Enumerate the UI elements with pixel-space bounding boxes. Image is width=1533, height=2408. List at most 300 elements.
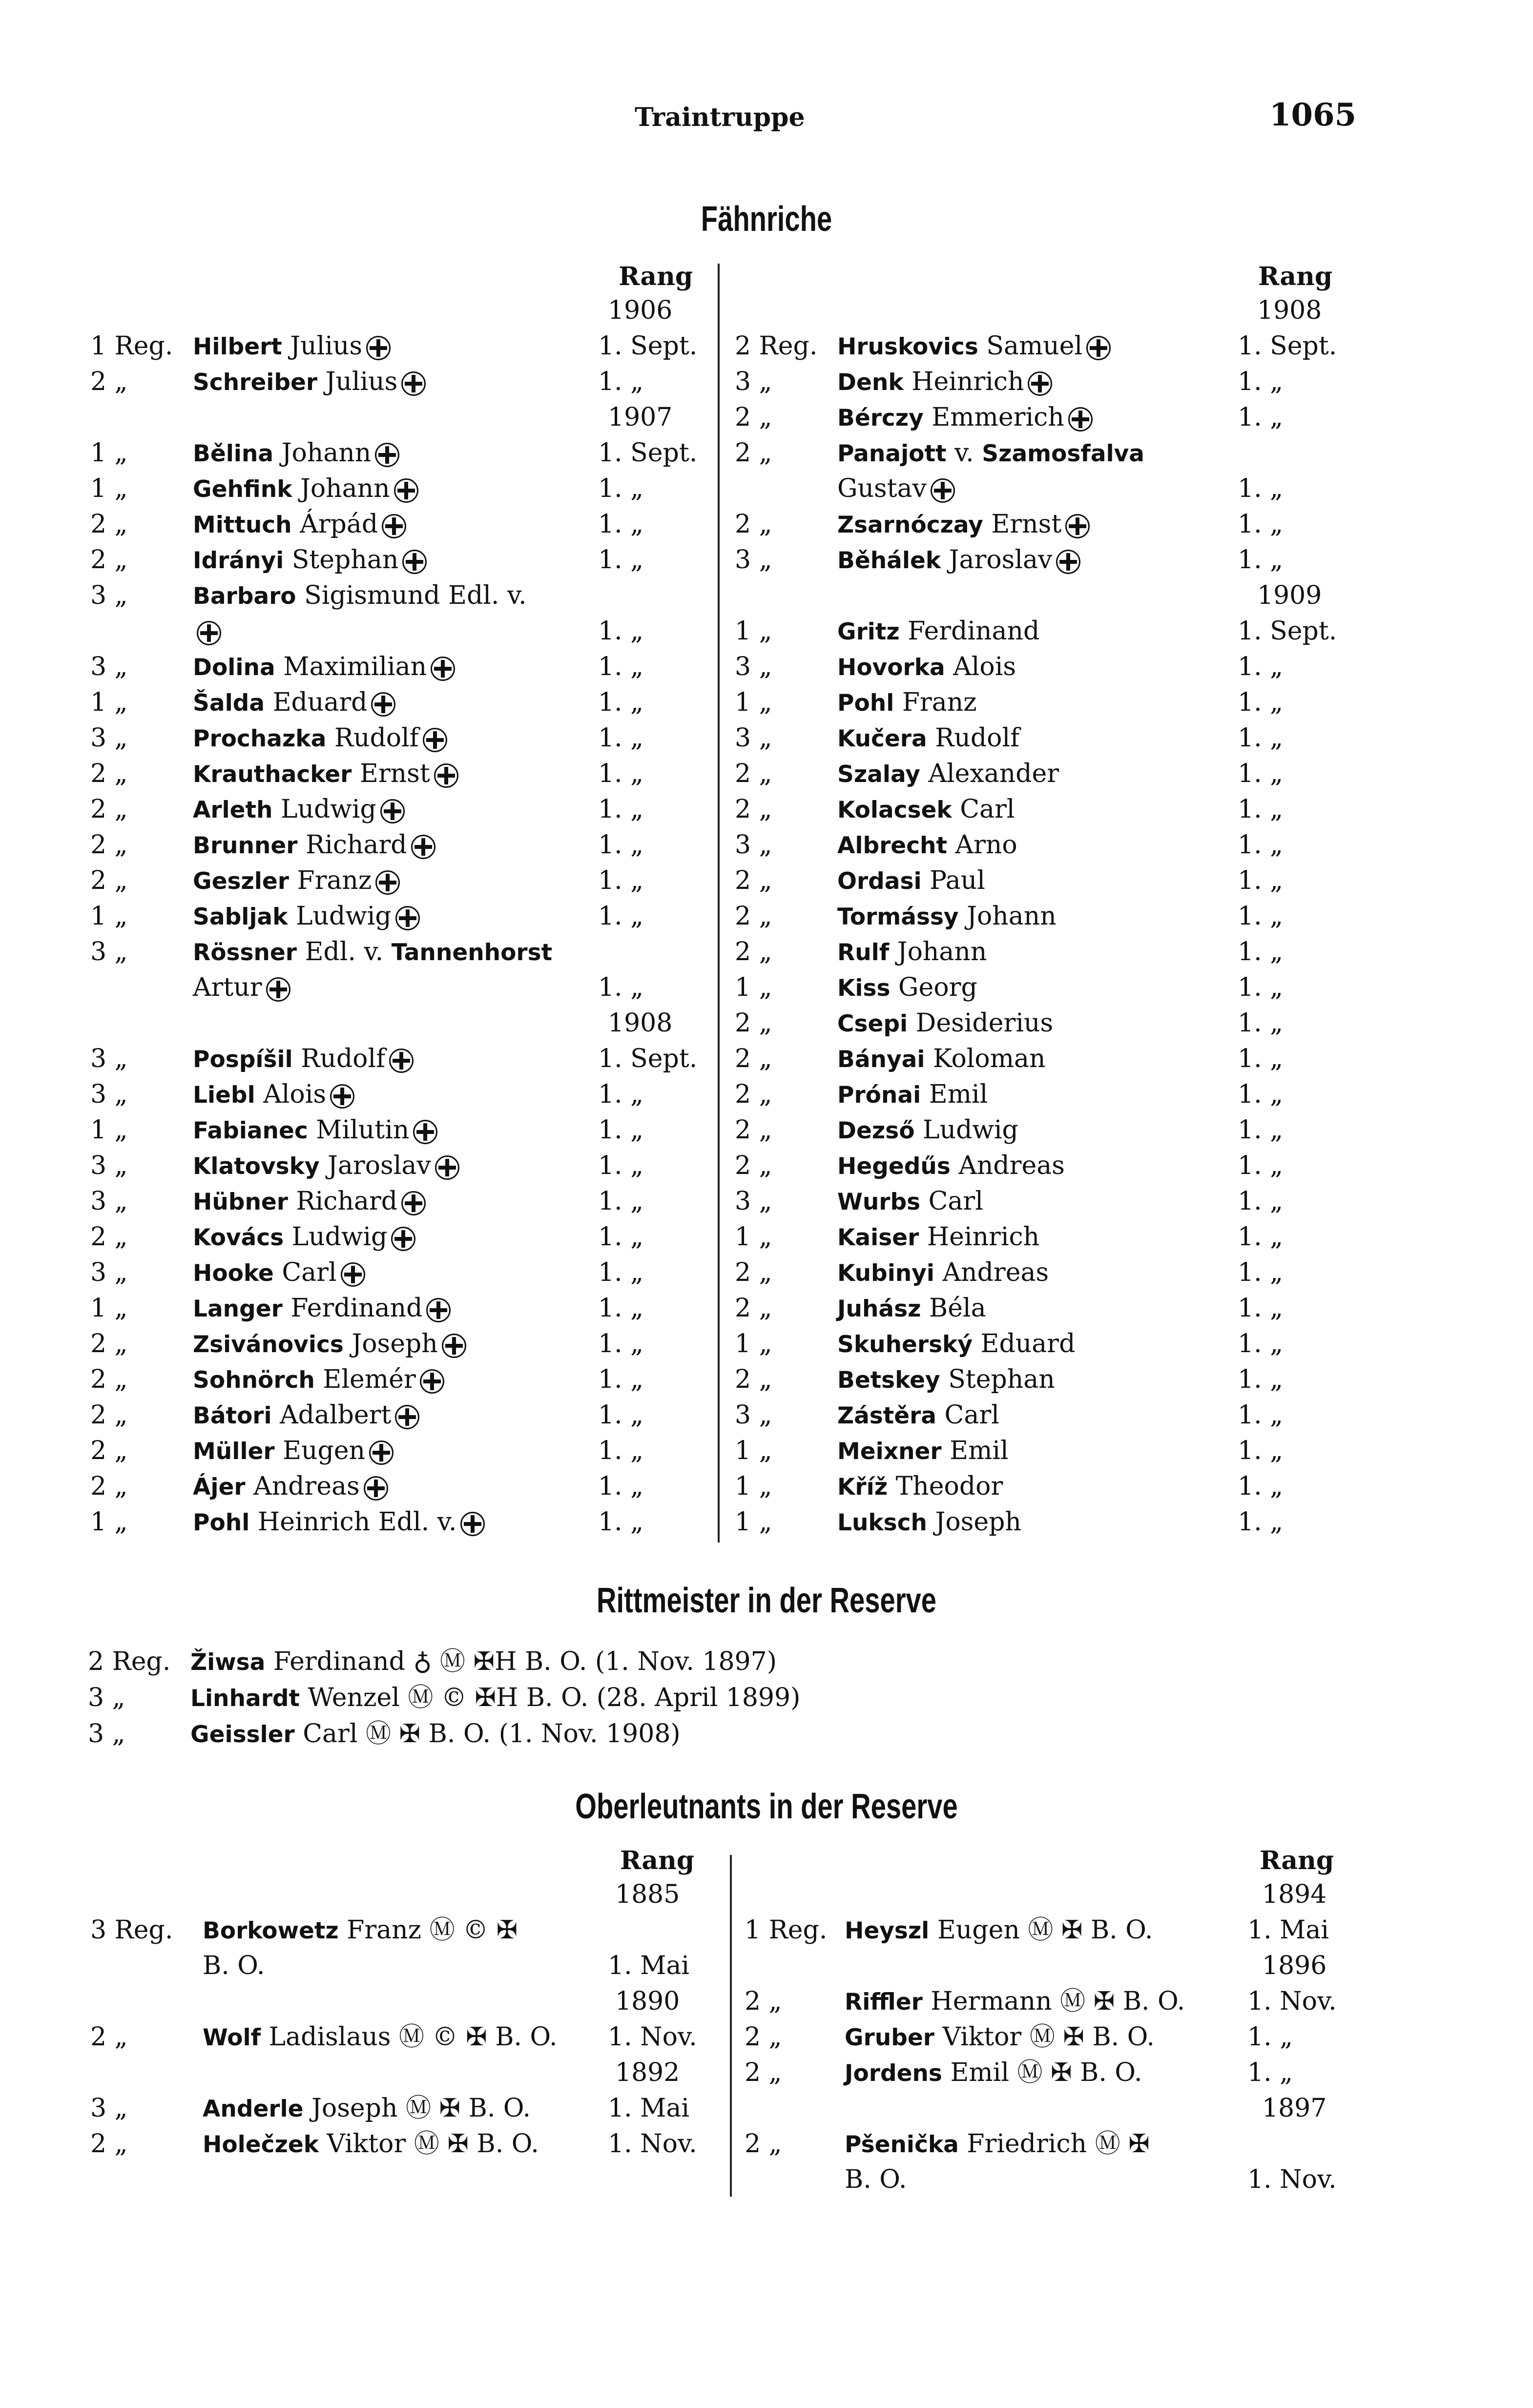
entry-row (735, 1112, 1350, 1148)
entry-row (735, 827, 1350, 863)
entry-row (735, 1255, 1350, 1291)
entry-row (90, 1255, 705, 1291)
cross-icon (1068, 407, 1093, 432)
given-name: Emil (950, 1436, 1009, 1465)
regiment-number: 1 „ (90, 902, 128, 931)
rank-date: 1. „ (598, 902, 644, 931)
rank-date: 1. Mai (1247, 1915, 1329, 1945)
surname: Wurbs (837, 1189, 921, 1215)
regiment-number: 1 „ (90, 1294, 128, 1323)
regiment-number: 3 „ (735, 545, 772, 575)
surname: Denk (837, 369, 904, 396)
person-name (845, 2126, 1150, 2162)
person-name (193, 578, 527, 614)
entry-row (90, 364, 705, 400)
rank-date: 1. „ (1238, 1008, 1284, 1038)
entry-row (90, 685, 705, 720)
entry-row (745, 1984, 1379, 2019)
surname: Pohl (193, 1509, 250, 1536)
given-name: Ernst (991, 510, 1062, 539)
surname: Hilbert (193, 333, 282, 360)
cross-icon (431, 657, 455, 681)
entry-row (735, 1184, 1350, 1219)
given-name: Eduard (980, 1329, 1076, 1358)
cross-icon (395, 1405, 419, 1429)
entry-row (90, 1326, 705, 1362)
rank-date: 1. „ (1238, 1507, 1284, 1537)
decoration-marks: Ⓜ ✠ (1028, 1915, 1083, 1945)
surname: Ájer (193, 1474, 246, 1501)
given-name: Ferdinand (290, 1294, 423, 1323)
decoration-marks: Ⓜ ✠ (366, 1719, 421, 1749)
regiment-number: 2 „ (735, 1080, 772, 1109)
cross-icon (1065, 514, 1090, 538)
entry-row (90, 2091, 725, 2126)
person-name (193, 1184, 430, 1220)
person-name (193, 756, 462, 792)
faehnriche-right-column (735, 259, 1350, 1540)
entry-row (745, 2019, 1379, 2055)
cross-icon (420, 1369, 444, 1394)
regiment-number: 3 „ (90, 1080, 128, 1109)
regiment-number: 3 „ (90, 652, 128, 681)
person-name (193, 827, 439, 864)
regiment-number: 2 „ (735, 1365, 772, 1394)
person-name (845, 2019, 1155, 2056)
regiment-number: 2 „ (90, 759, 128, 788)
entry-row (90, 435, 705, 471)
given-name: B. O. (845, 2165, 907, 2194)
surname: Pohl (837, 690, 894, 717)
regiment-number: 3 „ (90, 2094, 128, 2123)
person-name (837, 1433, 1009, 1469)
surname: Krauthacker (193, 761, 352, 788)
order-abbrev: B. O. (476, 2129, 539, 2159)
surname: Idrányi (193, 547, 284, 574)
person-name (837, 364, 1056, 400)
regiment-number: 3 Reg. (90, 1915, 173, 1945)
given-name: Johann (967, 902, 1057, 931)
person-name (193, 435, 403, 472)
regiment-number: 2 „ (90, 510, 128, 539)
regiment-number: 1 „ (735, 1436, 772, 1465)
year-row (90, 400, 705, 435)
given-name: Andreas (958, 1151, 1065, 1180)
surname: Kovács (193, 1224, 284, 1251)
person-name (837, 1362, 1055, 1398)
regiment-number: 3 „ (735, 652, 772, 681)
given-name: Richard (296, 1187, 398, 1216)
person-name (837, 685, 977, 721)
rank-date: 1. „ (1247, 2058, 1293, 2087)
rank-date: 1. „ (1238, 1115, 1284, 1145)
regiment-number: 3 „ (90, 1258, 128, 1287)
entry-row (735, 329, 1350, 364)
rank-date: 1. „ (1238, 1044, 1284, 1073)
surname: Rulf (837, 939, 890, 966)
oberleutnants-left-column (90, 1843, 725, 2162)
surname: Žiwsa (190, 1649, 266, 1676)
regiment-number: 2 „ (90, 1329, 128, 1358)
entry-row (735, 970, 1350, 1006)
person-name (837, 1326, 1075, 1362)
entry-row (90, 1077, 705, 1112)
person-name (837, 863, 985, 899)
entry-row (90, 1112, 705, 1148)
entry-row (90, 1504, 705, 1540)
regiment-number: 2 „ (735, 902, 772, 931)
cross-icon (394, 478, 418, 503)
regiment-number: 1 „ (735, 1222, 772, 1252)
person-name (837, 1219, 1039, 1255)
given-name: Georg (898, 973, 977, 1002)
entry-row (745, 1913, 1379, 1948)
order-abbrev: B. O. (1122, 1987, 1185, 2016)
surname: Heyszl (845, 1917, 930, 1944)
person-name (193, 1219, 419, 1255)
person-name (837, 970, 977, 1006)
surname: Sabljak (193, 904, 288, 930)
given-name: Franz (902, 688, 977, 717)
given-name: Ludwig (295, 902, 392, 931)
person-name (837, 1291, 986, 1327)
rank-date: 1. „ (598, 830, 644, 860)
cross-icon (369, 1441, 394, 1465)
year-label: 1908 (1257, 296, 1322, 325)
rank-date: 1. „ (598, 723, 644, 753)
person-name (203, 1913, 518, 1949)
entry-row (90, 2126, 725, 2162)
year-label: 1907 (608, 403, 673, 432)
rank-date: 1. „ (1238, 688, 1284, 717)
rank-date: 1. „ (1238, 474, 1284, 503)
given-name: Ludwig (281, 795, 376, 824)
surname: Ordasi (837, 868, 922, 895)
regiment-number: 1 „ (90, 438, 128, 468)
entry-row (735, 507, 1350, 542)
page-number: 1065 (1269, 97, 1357, 133)
surname: Rössner (193, 939, 297, 966)
cross-icon (382, 514, 406, 538)
cross-icon (341, 1262, 365, 1287)
regiment-number: 2 „ (735, 1044, 772, 1073)
surname: Kiss (837, 975, 891, 1002)
given-name: Julius (325, 367, 398, 396)
entry-row (735, 1077, 1350, 1112)
regiment-number: 1 „ (735, 1507, 772, 1537)
rank-date: 1. „ (598, 866, 644, 895)
surname: Holečzek (203, 2131, 319, 2158)
rank-date: 1. „ (1238, 1400, 1284, 1430)
surname: Bérczy (837, 405, 924, 432)
regiment-number: 2 „ (735, 1008, 772, 1038)
entry-row (88, 1716, 681, 1752)
surname: Szalay (837, 761, 920, 788)
oberleutnants-right-column (745, 1843, 1379, 2198)
given-name: B. O. (203, 1951, 265, 1980)
regiment-number: 1 „ (90, 688, 128, 717)
given-name: Stephan (291, 545, 399, 575)
entry-row (88, 1644, 777, 1680)
entry-row (735, 1219, 1350, 1255)
surname: Bányai (837, 1046, 925, 1073)
surname: Arleth (193, 797, 273, 823)
surname: Kubinyi (837, 1260, 935, 1287)
surname: Müller (193, 1438, 275, 1465)
rank-date: 1. „ (1238, 973, 1284, 1002)
given-name: Johann (897, 937, 987, 967)
surname: Linhardt (190, 1685, 300, 1712)
rank-date: 1. Nov. (1247, 2165, 1337, 2194)
person-name (193, 720, 451, 757)
surname: Luksch (837, 1509, 927, 1536)
entry-row (90, 899, 705, 934)
person-name (837, 614, 1039, 650)
rank-date: 1. Sept. (598, 438, 698, 468)
regiment-number: 3 „ (735, 830, 772, 860)
regiment-number: 2 Reg. (735, 331, 818, 361)
entry-row (90, 1291, 705, 1326)
person-name (193, 1112, 441, 1149)
entry-row (90, 827, 705, 863)
given-name: Alexander (928, 759, 1059, 788)
regiment-number: 3 „ (90, 723, 128, 753)
cross-icon (434, 763, 458, 788)
regiment-number: 1 „ (90, 474, 128, 503)
cross-icon (1056, 550, 1080, 574)
surname: Schreiber (193, 369, 318, 396)
person-name (193, 542, 431, 578)
cross-icon (375, 443, 399, 467)
surname-part: Szamosfalva (982, 440, 1145, 467)
surname: Šalda (193, 690, 265, 717)
rank-date: 1. „ (598, 1507, 644, 1537)
given-name: Ferdinand (273, 1647, 405, 1676)
rank-date: 1. „ (1238, 1472, 1284, 1501)
cross-icon (931, 478, 955, 503)
regiment-number: 2 „ (90, 795, 128, 824)
regiment-number: 3 „ (90, 1044, 128, 1073)
given-name: Theodor (895, 1472, 1003, 1501)
cross-icon (460, 1512, 485, 1536)
rank-date: 1. Sept. (1238, 617, 1337, 646)
order-abbrev: B. O. (1092, 2022, 1155, 2052)
surname: Zástěra (837, 1402, 937, 1429)
entry-row (90, 1219, 705, 1255)
entry-row (90, 471, 705, 507)
person-name (845, 2055, 1142, 2091)
regiment-number: 2 „ (90, 2022, 128, 2052)
rank-date: B. O. (1. Nov. 1908) (428, 1719, 681, 1749)
regiment-number: 2 „ (735, 1294, 772, 1323)
regiment-number: 3 „ (88, 1683, 125, 1712)
given-name: Ludwig (923, 1115, 1018, 1145)
given-name: Arno (955, 830, 1017, 860)
entry-row (90, 329, 705, 364)
cross-icon (364, 1476, 388, 1501)
order-abbrev: B. O. (1091, 1915, 1153, 1945)
decoration-marks: Ⓜ ✠ (1095, 2129, 1150, 2159)
person-name (837, 1006, 1053, 1042)
person-name (193, 329, 394, 365)
person-name (837, 1148, 1065, 1184)
rank-date: 1. „ (598, 617, 644, 646)
entry-row (735, 934, 1350, 970)
entry-row (745, 2055, 1379, 2091)
rank-date: 1. „ (598, 474, 644, 503)
entry-row (90, 934, 705, 970)
entry-row (90, 1362, 705, 1398)
rank-date: 1. „ (598, 1400, 644, 1430)
decoration-marks: Ⓜ ✠ (1017, 2058, 1072, 2087)
surname: Kaiser (837, 1224, 919, 1251)
given-name: Stephan (948, 1365, 1055, 1394)
surname: Dezső (837, 1117, 915, 1144)
given-name: Joseph (352, 1329, 438, 1358)
entry-row (745, 2162, 1379, 2198)
surname: Kolacsek (837, 797, 952, 823)
regiment-number: 2 „ (745, 2022, 782, 2052)
given-name: Emmerich (932, 403, 1064, 432)
decoration-marks: Ⓜ ✠ (1029, 2022, 1084, 2052)
given-name: Heinrich Edl. v. (257, 1507, 457, 1537)
regiment-number: 2 „ (735, 759, 772, 788)
surname: Langer (193, 1296, 283, 1322)
given-name: Viktor (327, 2129, 406, 2159)
person-name (193, 1433, 397, 1469)
rang-header-right: Rang (1258, 262, 1333, 291)
entry-row (735, 756, 1350, 792)
person-name (845, 2162, 907, 2198)
rank-date: 1. „ (1238, 1294, 1284, 1323)
given-name: Artur (193, 973, 262, 1002)
entry-row (90, 970, 705, 1006)
rank-date: 1. „ (598, 1187, 644, 1216)
surname: Jordens (845, 2060, 942, 2087)
column-divider-ob (730, 1855, 732, 2197)
given-name: Béla (929, 1294, 986, 1323)
cross-icon (366, 336, 391, 360)
given-name: Elemér (323, 1365, 416, 1394)
entry-row (90, 1948, 725, 1984)
year-label: 1896 (1262, 1951, 1327, 1980)
surname: Skuherský (837, 1331, 973, 1358)
regiment-number: 2 „ (745, 2129, 782, 2159)
person-name (837, 934, 987, 970)
surname: Csepi (837, 1010, 908, 1037)
rank-date: 1. „ (598, 1436, 644, 1465)
decoration-marks: Ⓜ © ✠H (408, 1683, 518, 1712)
person-name (193, 934, 552, 970)
person-name (845, 1913, 1153, 1949)
rank-date: 1. „ (598, 652, 644, 681)
regiment-number: 3 „ (90, 581, 128, 610)
surname: Hovorka (837, 654, 945, 681)
entry-row (735, 1362, 1350, 1398)
year-label: 1890 (615, 1987, 680, 2016)
rank-date: 1. Sept. (598, 331, 698, 361)
given-name: Ernst (359, 759, 430, 788)
surname: Hübner (193, 1189, 288, 1215)
surname: Prónai (837, 1082, 921, 1109)
rank-date: 1. „ (598, 1258, 644, 1287)
year-label: 1885 (615, 1880, 680, 1909)
surname-part: Tannenhorst (391, 939, 553, 966)
regiment-number: 2 „ (735, 937, 772, 967)
section-title-rittmeister: Rittmeister in der Reserve (596, 1581, 937, 1620)
rank-date: 1. „ (1238, 1080, 1284, 1109)
surname: Tormássy (837, 904, 959, 930)
section-title-oberleutnants: Oberleutnants in der Reserve (575, 1787, 958, 1826)
decoration-marks: ♁ Ⓜ ✠H (413, 1647, 517, 1676)
year-label: 1892 (615, 2058, 680, 2087)
person-name (837, 1255, 1049, 1291)
entry-row (735, 364, 1350, 400)
entry-row (90, 1148, 705, 1184)
person-name (193, 364, 430, 400)
rank-date: 1. „ (1238, 1329, 1284, 1358)
regiment-number: 2 „ (745, 2058, 782, 2087)
surname: Kříž (837, 1474, 888, 1501)
given-name: Milutin (316, 1115, 410, 1145)
person-name (193, 471, 422, 507)
regiment-number: 3 „ (735, 723, 772, 753)
decoration-marks: Ⓜ ✠ (1060, 1987, 1115, 2016)
regiment-number: 3 „ (90, 1151, 128, 1180)
rank-date: 1. „ (1238, 1222, 1284, 1252)
person-name (837, 542, 1084, 578)
entry-row (90, 578, 705, 614)
cross-icon (423, 728, 447, 752)
regiment-number: 2 „ (90, 545, 128, 575)
decoration-marks: Ⓜ ✠ (405, 2094, 461, 2123)
person-name (193, 1041, 417, 1077)
year-row (745, 1877, 1379, 1913)
rank-date: B. O. (1. Nov. 1897) (524, 1647, 777, 1676)
entry-row (735, 1006, 1350, 1041)
entry-row (90, 1184, 705, 1219)
given-name: Emil (929, 1080, 988, 1109)
entry-row (735, 1326, 1350, 1362)
person-name (203, 2126, 539, 2162)
regiment-number: 1 Reg. (745, 1915, 828, 1945)
entry-row (90, 1913, 725, 1948)
entry-row (90, 649, 705, 685)
rank-date: 1. „ (1238, 367, 1284, 396)
rank-date: 1. „ (598, 688, 644, 717)
given-name: Carl (928, 1187, 983, 1216)
given-name: Jaroslav (328, 1151, 431, 1180)
person-name (193, 685, 399, 721)
surname: Hooke (193, 1260, 274, 1287)
regiment-number: 1 „ (735, 617, 772, 646)
regiment-number: 2 „ (90, 1222, 128, 1252)
rank-date: 1. „ (1238, 723, 1284, 753)
person-name (837, 1041, 1046, 1077)
cross-icon (266, 977, 290, 1002)
cross-icon (391, 1227, 415, 1251)
entry-row (735, 1398, 1350, 1433)
cross-icon (442, 1334, 466, 1358)
rank-date: 1. „ (1238, 937, 1284, 967)
regiment-number: 1 „ (90, 1115, 128, 1145)
rank-date: 1. „ (1238, 1187, 1284, 1216)
surname: Gruber (845, 2024, 934, 2051)
decoration-marks: Ⓜ © ✠ (399, 2022, 487, 2052)
person-name (193, 1326, 470, 1362)
surname: Riffler (845, 1989, 923, 2016)
rank-date: 1. Sept. (1238, 331, 1337, 361)
